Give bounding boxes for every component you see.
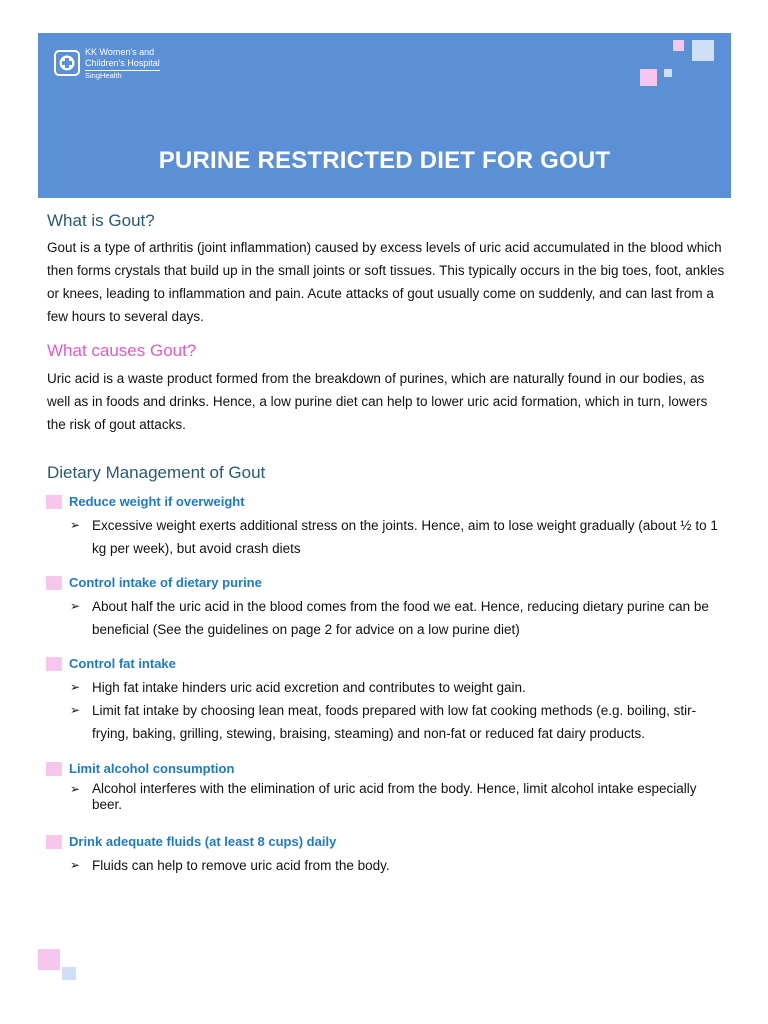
logo-text	[85, 47, 160, 81]
subheading-label: Reduce weight if overweight	[69, 494, 245, 509]
hospital-logo	[54, 47, 160, 81]
paragraph-what-is-gout: Gout is a type of arthritis (joint inflammation) caused by excess levels of uric acid accumulated in the blood which then forms crystals that build up in the small joints or soft tissues. This typically occurs in the big toes, foot, ankles or knees, leading to inflammation and pain. Acute attacks of gout usually come on suddenly, and can last from a few hours to several days.	[47, 240, 725, 324]
arrow-bullet-icon: ➢	[70, 703, 81, 717]
pink-square-bullet-icon	[46, 495, 62, 509]
list-item	[70, 699, 730, 745]
list-item	[70, 781, 730, 813]
list-item-text: Alcohol interferes with the elimination of uric acid from the body. Hence, limit alcohol intake especially beer.	[92, 781, 697, 812]
subheading-label: Drink adequate fluids (at least 8 cups) daily	[69, 834, 337, 849]
heading-what-causes-gout: What causes Gout?	[47, 341, 197, 360]
decor-square	[673, 40, 684, 51]
decor-square	[640, 69, 657, 86]
list-item	[70, 595, 730, 641]
subheading-label: Limit alcohol consumption	[69, 761, 235, 776]
subheading-label: Control intake of dietary purine	[69, 575, 262, 590]
logo-line-2: Children's Hospital	[85, 58, 160, 71]
list-item-text: Fluids can help to remove uric acid from the body.	[92, 858, 390, 873]
subheading-label: Control fat intake	[69, 656, 176, 671]
arrow-bullet-icon: ➢	[70, 680, 81, 694]
page-title: PURINE RESTRICTED DIET FOR GOUT	[158, 147, 611, 174]
subheading-reduce-weight	[46, 494, 245, 509]
arrow-bullet-icon: ➢	[70, 782, 81, 796]
subheading-control-purine	[46, 575, 262, 590]
arrow-bullet-icon: ➢	[70, 858, 81, 872]
logo-line-1: KK Women's and	[85, 47, 155, 57]
list-item	[70, 514, 730, 560]
pink-square-bullet-icon	[46, 576, 62, 590]
decor-square	[664, 69, 672, 77]
decor-square	[38, 949, 60, 970]
subheading-control-fat	[46, 656, 176, 671]
decor-square	[692, 40, 714, 61]
subheading-drink-fluids	[46, 834, 336, 849]
heading-dietary-management: Dietary Management of Gout	[47, 463, 266, 482]
list-item-text: Excessive weight exerts additional stress on the joints. Hence, aim to lose weight gradually (about ½ to 1 kg per week), but avoid crash diets	[92, 518, 718, 556]
pink-square-bullet-icon	[46, 835, 62, 849]
logo-subtitle: SingHealth	[85, 71, 122, 80]
paragraph-what-causes-gout: Uric acid is a waste product formed from the breakdown of purines, which are naturally found in our bodies, as well as in foods and drinks. Hence, a low purine diet can help to lower uric acid formation, which in turn, lowers the risk of gout attacks.	[47, 371, 708, 432]
subheading-limit-alcohol	[46, 761, 234, 776]
arrow-bullet-icon: ➢	[70, 518, 81, 532]
pink-square-bullet-icon	[46, 657, 62, 671]
list-item	[70, 854, 730, 877]
list-item-text: About half the uric acid in the blood comes from the food we eat. Hence, reducing dietary purine can be beneficial (See the guidelines on page 2 for advice on a low purine diet)	[92, 599, 709, 637]
header-banner	[38, 33, 731, 198]
pink-square-bullet-icon	[46, 762, 62, 776]
list-item-text: High fat intake hinders uric acid excretion and contributes to weight gain.	[92, 680, 526, 695]
heading-what-is-gout: What is Gout?	[47, 211, 155, 230]
arrow-bullet-icon: ➢	[70, 599, 81, 613]
list-item-text: Limit fat intake by choosing lean meat, foods prepared with low fat cooking methods (e.g. boiling, stir-frying, baking, grilling, stewing, braising, steaming) and non-fat or reduced fat dairy products.	[92, 703, 697, 741]
decor-square	[62, 967, 76, 980]
hospital-cross-icon	[54, 50, 80, 76]
list-item	[70, 676, 730, 699]
